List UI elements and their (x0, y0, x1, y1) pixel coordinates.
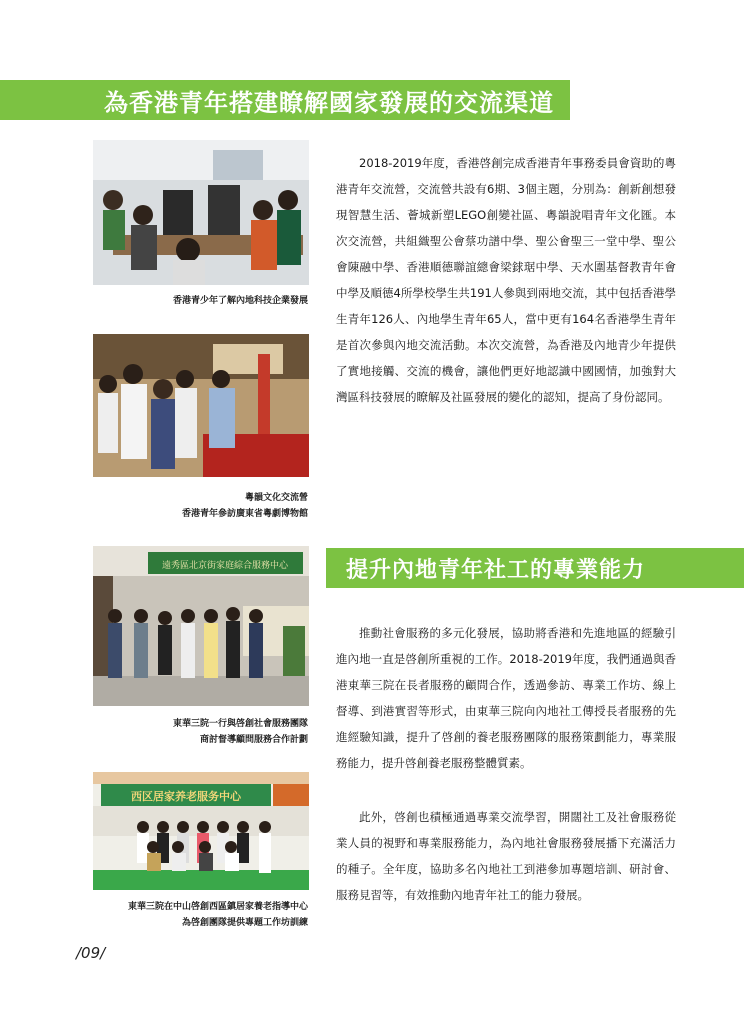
centre-sign-text: 西区居家养老服务中心 (131, 790, 241, 803)
caption-line: 東華三院在中山啓創西區鎮居家養老指導中心 (127, 902, 308, 912)
section-title-social-worker: 提升內地青年社工的專業能力 (326, 548, 744, 588)
caption-line: 香港青年參訪廣東省粵劇博物館 (181, 509, 308, 519)
photo-service-centre-group (93, 546, 309, 706)
section-title-youth-exchange: 為香港青年搭建瞭解國家發展的交流渠道 (0, 80, 570, 120)
photo-caption: 香港青少年了解內地科技企業發展 (172, 296, 308, 306)
body-paragraph: 此外，啓創也積極通過專業交流學習，開闊社工及社會服務從業人員的視野和專業服務能力，為內地社會服務發展播下充滿活力的種子。全年度，協助多名內地社工到港參加專題培訓、研討會、服務見習等，有效推動內地青年社工的能力發展。 (336, 810, 676, 902)
photo-caption (48, 490, 308, 522)
caption-line: 東華三院一行與啓創社會服務團隊 (172, 719, 308, 729)
photo-elderly-care-centre (93, 772, 309, 890)
body-paragraph: 推動社會服務的多元化發展，協助將香港和先進地區的經驗引進內地一直是啓創所重視的工作。2018-2019年度，我們通過與香港東華三院在長者服務的顧問合作，透過參訪、專業工作坊、線上督導、到港實習等形式，由東華三院向內地社工傳授長者服務的先進經驗知識，提升了啓創的養老服務團隊的服務策劃能力，專業服務能力，提升啓創養老服務整體質素。 (336, 626, 676, 770)
body-paragraph: 2018-2019年度，香港啓創完成香港青年事務委員會資助的粵港青年交流營，交流營共設有6期、3個主題，分別為：創新創想發現智慧生活、薈城新塑LEGO創變社區、粵韻說唱青年文化匯。本次交流營，共組織聖公會蔡功譜中學、聖公會聖三一堂中學、聖公會陳融中學、香港順德聯誼總會梁銶琚中學、天水圍基督教青年會中學及順德4所學校學生共191人參與到兩地交流，其中包括香港學生青年126人、內地學生青年65人，當中更有164名香港學生青年是首次參與內地交流活動。本次交流營，為香港及內地青少年提供了實地接觸、交流的機會，讓他們更好地認識中國國情，加強對大灣區科技發展的瞭解及社區發展的變化的認知，提高了身份認同。 (336, 156, 676, 404)
page-number: /09/ (76, 944, 106, 962)
photo-caption (48, 716, 308, 748)
caption-line: 為啓創團隊提供專題工作坊訓練 (181, 918, 308, 928)
photo-tech-visit (93, 140, 309, 285)
photo-opera-museum (93, 334, 309, 477)
caption-line: 商討督導顧問服務合作計劃 (199, 735, 308, 745)
centre-sign-text: 遠秀區北京街家庭綜合服務中心 (161, 561, 289, 571)
caption-line: 粵韻文化交流營 (244, 493, 308, 503)
photo-caption (48, 899, 308, 931)
